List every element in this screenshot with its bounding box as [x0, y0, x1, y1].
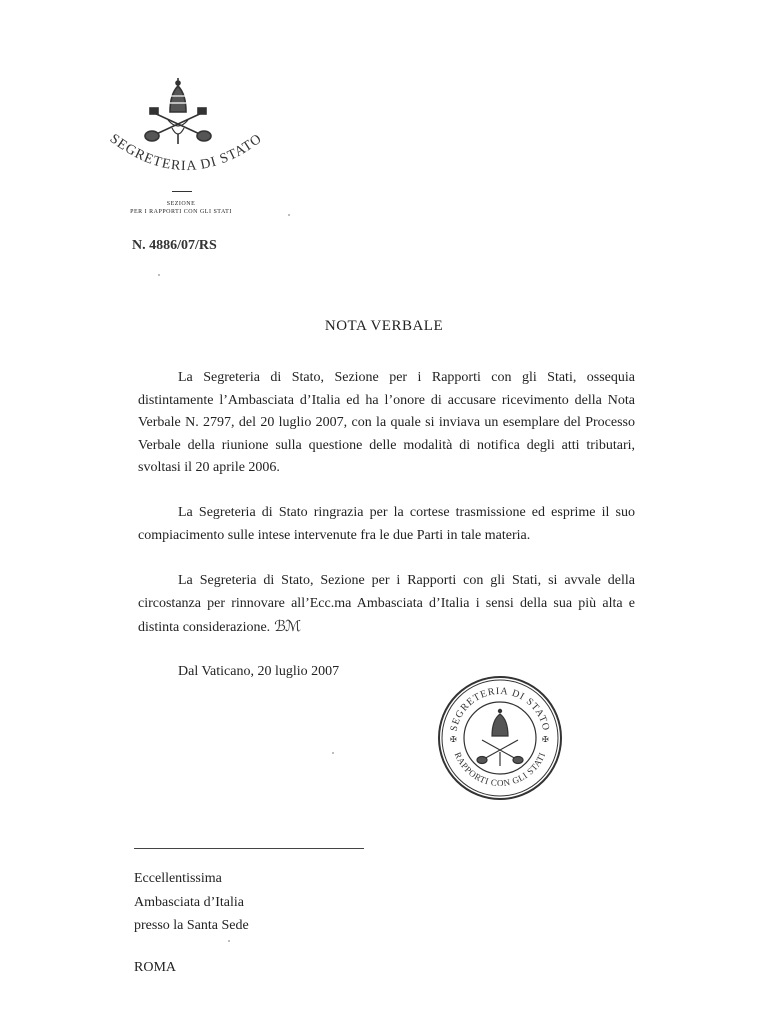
svg-text:✠: ✠ — [542, 735, 549, 744]
svg-text:SEGRETERIA DI STATO — [107, 131, 265, 174]
letterhead-arc-label: SEGRETERIA DI STATO — [106, 131, 266, 175]
protocol-number: N. 4886/07/RS — [132, 238, 217, 253]
handwritten-initials: ℬℳ — [274, 617, 301, 635]
body-paragraph-2: La Segreteria di Stato ringrazia per la cortese trasmissione ed esprime il suo compiacimento sulle intese intervenute fra le due Parti in tale materia. — [138, 505, 635, 543]
official-seal — [436, 674, 564, 802]
seal-crest-icon — [477, 709, 523, 766]
body-paragraph-1: La Segreteria di Stato, Sezione per i Rapporti con gli Stati, ossequia distintamente l’Ambasciata d’Italia ed ha l’onore di accusare ricevimento della Nota Verbale N. 2797, del 20 luglio 2007, con la quale si inviava un esemplare del Processo Verbale della riunione sulla questione delle modalità di notifica degli atti tributari, svoltasi il 20 aprile 2006. — [138, 370, 635, 475]
sezione-label: SEZIONE — [166, 201, 196, 207]
seal-bottom-text: RAPPORTI CON GLI STATI — [452, 750, 548, 789]
addressee-line-1: Eccellentissima — [134, 871, 222, 886]
seal-top-text: SEGRETERIA DI STATO — [448, 685, 552, 733]
body-paragraph-3 — [138, 570, 635, 640]
scan-speck — [228, 940, 230, 942]
addressee-line-2: Ambasciata d’Italia — [134, 895, 245, 910]
letterhead-divider — [172, 191, 192, 192]
letterhead-sezione — [100, 200, 262, 216]
sezione-sub-label: PER I RAPPORTI CON GLI STATI — [130, 209, 232, 215]
body-paragraph-3-text: La Segreteria di Stato, Sezione per i Rapporti con gli Stati, si avvale della circostanza per rinnovare all’Ecc.ma Ambasciata d’Italia i sensi della sua più alta e distinta considerazione. — [138, 573, 635, 635]
letterhead-arc-text — [96, 112, 276, 202]
signature-rule — [134, 848, 364, 849]
document-title: NOTA VERBALE — [324, 318, 444, 334]
addressee-city: ROMA — [134, 960, 177, 975]
scan-speck — [332, 752, 334, 754]
scan-speck — [288, 214, 290, 216]
addressee-line-3: presso la Santa Sede — [134, 918, 249, 933]
scan-speck — [158, 274, 160, 276]
svg-text:✠: ✠ — [450, 735, 457, 744]
date-line: Dal Vaticano, 20 luglio 2007 — [178, 664, 340, 679]
